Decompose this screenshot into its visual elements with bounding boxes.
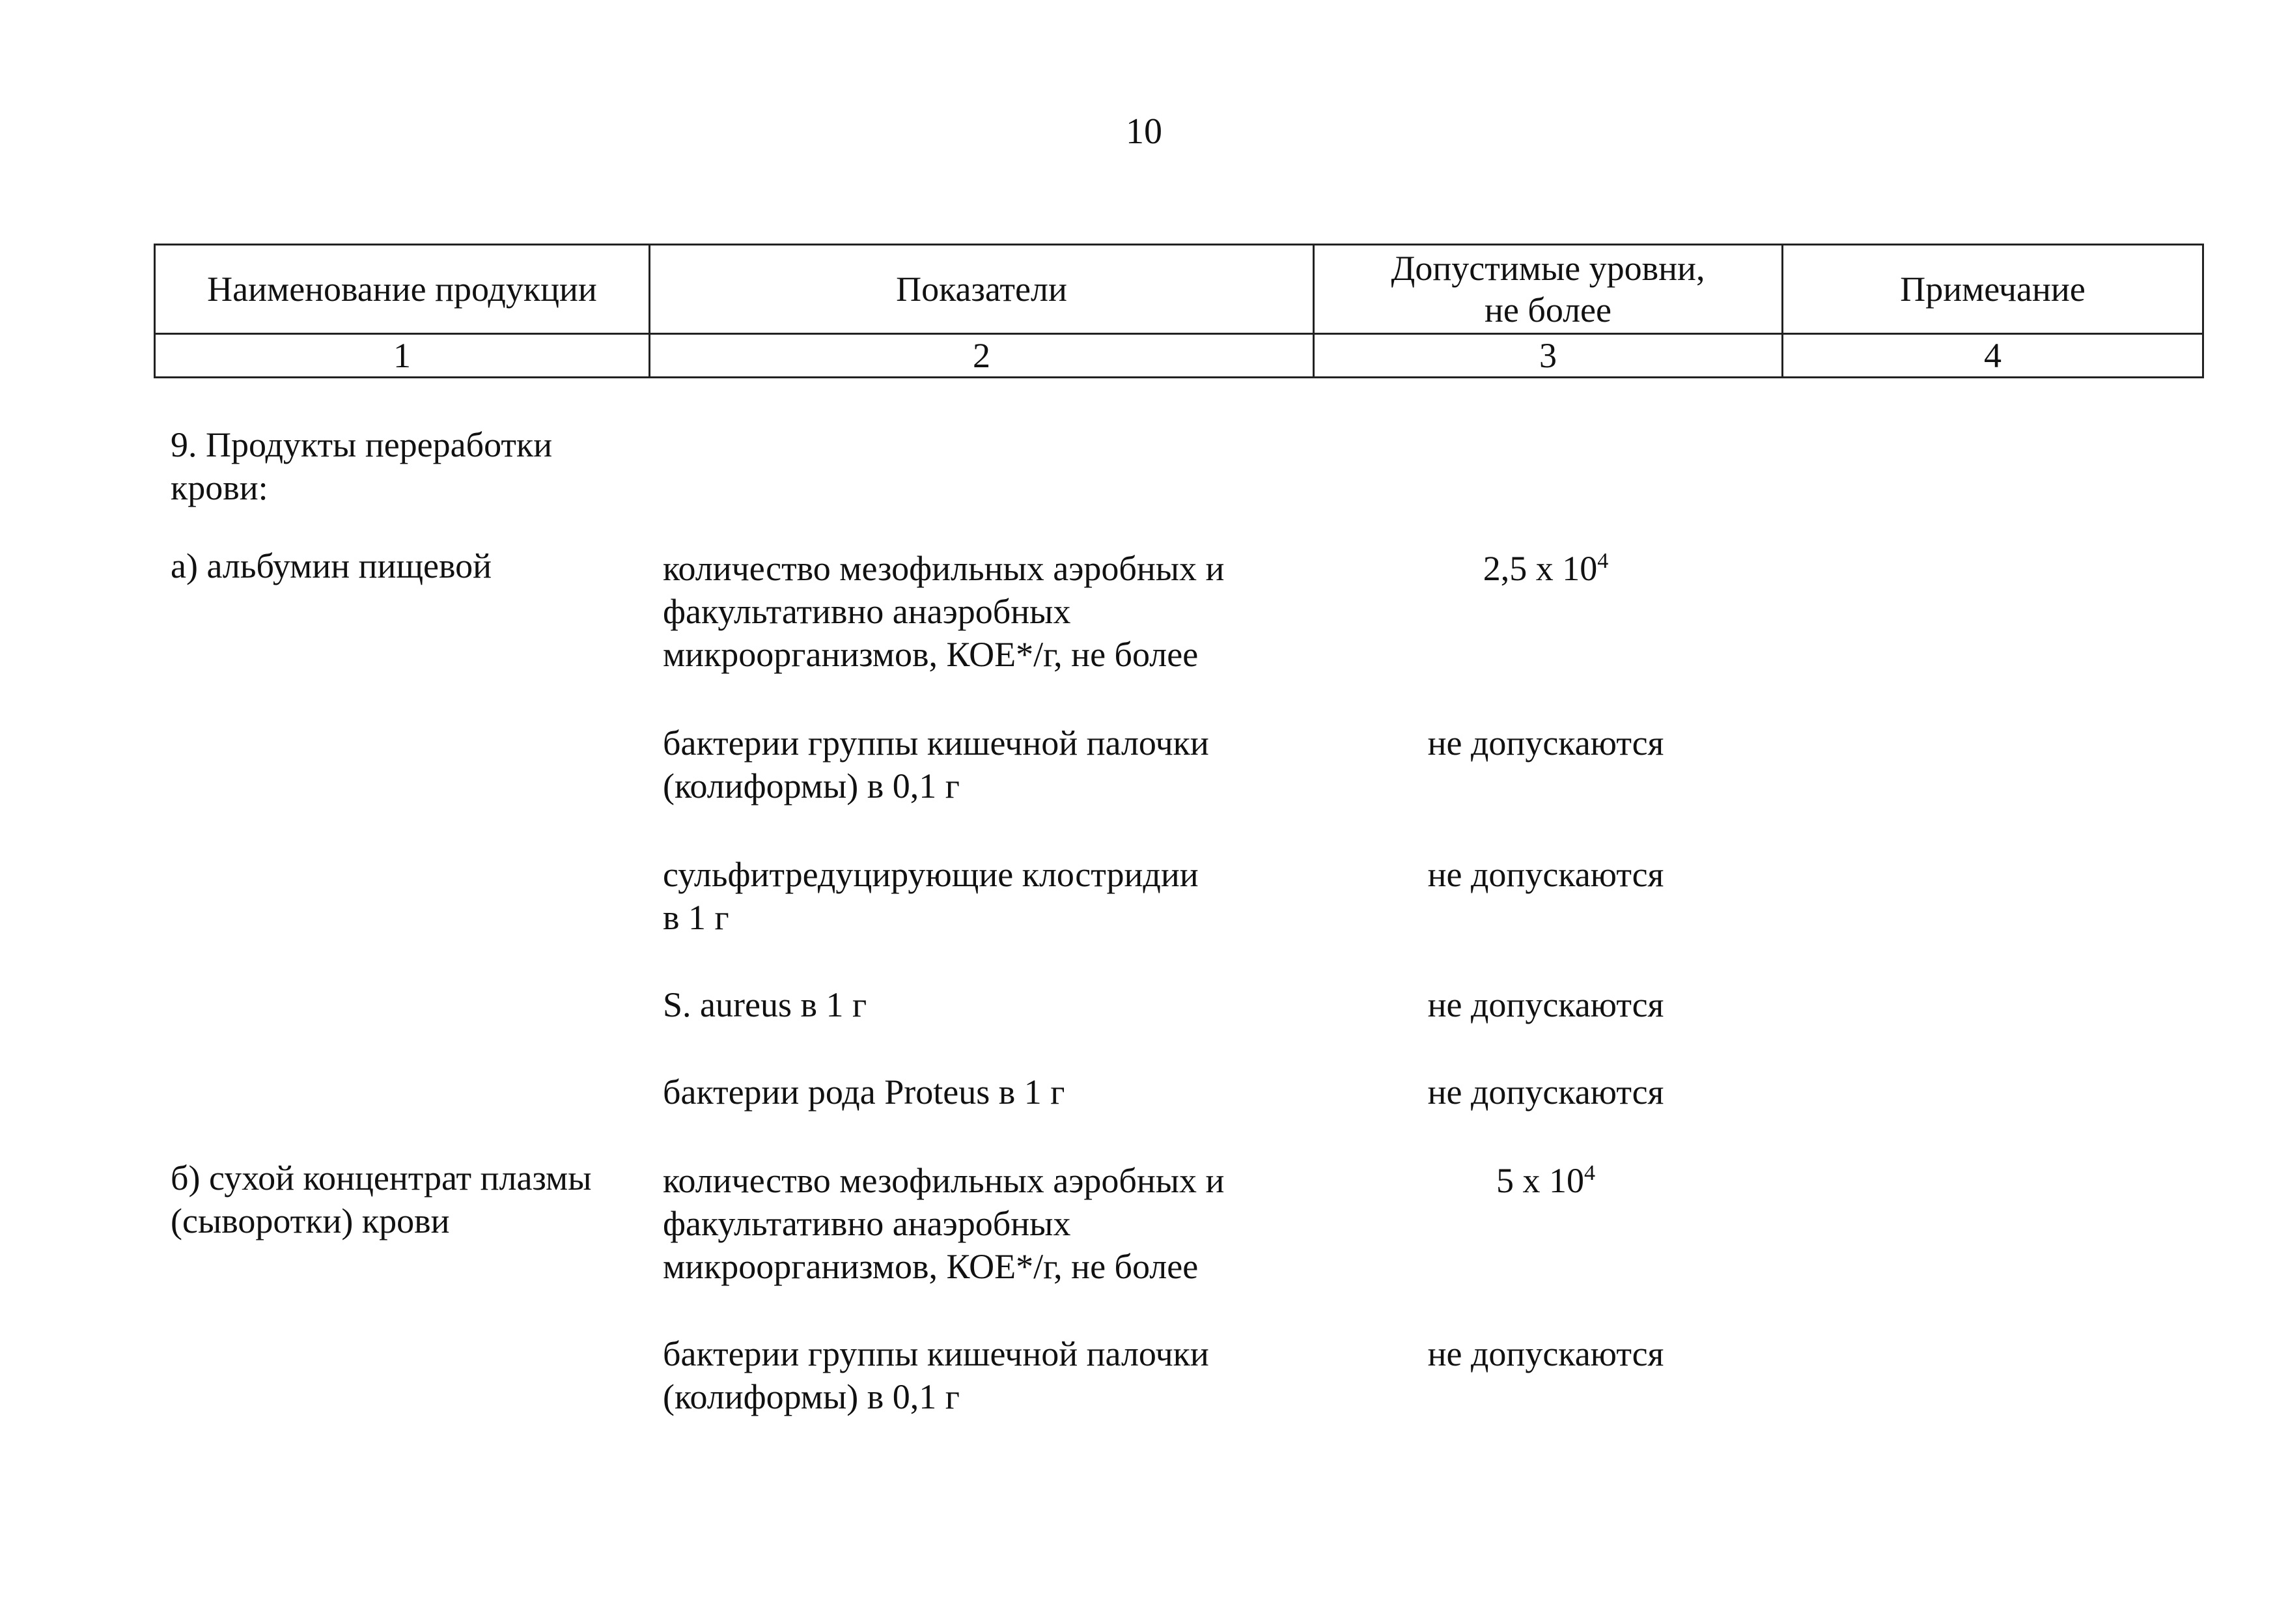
indicator-text: бактерии группы кишечной палочки (колиформы) в 0,1 г — [663, 1334, 1209, 1416]
level-value: не допускаются — [1427, 985, 1664, 1024]
column-header-note-label: Примечание — [1900, 270, 2086, 309]
indicator-text: количество мезофильных аэробных и факультативно анаэробных микроорганизмов, КОЕ*/г, не более — [663, 549, 1225, 674]
level-value: не допускаются — [1427, 1334, 1664, 1373]
column-number-4: 4 — [1783, 334, 2203, 378]
product-name-plasma-concentrate: б) сухой концентрат плазмы (сыворотки) крови — [171, 1158, 592, 1240]
table-header — [154, 244, 2204, 378]
level-value: не допускаются — [1427, 855, 1664, 894]
level-exponent: 4 — [1597, 549, 1609, 573]
level-base: 5 х 10 — [1496, 1161, 1584, 1200]
indicator-text: количество мезофильных аэробных и факультативно анаэробных микроорганизмов, КОЕ*/г, не более — [663, 1161, 1225, 1286]
level-base: 2,5 х 10 — [1483, 549, 1598, 588]
table-header-row — [155, 245, 2203, 334]
column-header-indicators-label: Показатели — [896, 270, 1067, 309]
column-number-1: 1 — [155, 334, 650, 378]
level-value — [1311, 547, 1780, 590]
indicator-text: бактерии рода Proteus в 1 г — [663, 1072, 1065, 1112]
indicator-text: S. aureus в 1 г — [663, 985, 867, 1024]
level-exponent: 4 — [1584, 1161, 1595, 1185]
column-number-3: 3 — [1314, 334, 1783, 378]
product-name-albumin: а) альбумин пищевой — [171, 546, 492, 585]
column-number-2: 2 — [650, 334, 1314, 378]
column-header-indicators — [650, 245, 1314, 334]
indicator-text: сульфитредуцирующие клостридии в 1 г — [663, 855, 1199, 937]
column-header-product-label: Наименование продукции — [207, 270, 597, 309]
table-number-row — [155, 334, 2203, 378]
column-header-levels-label: Допустимые уровни, не более — [1391, 249, 1705, 329]
column-header-note — [1783, 245, 2203, 334]
level-value: не допускаются — [1427, 723, 1664, 763]
level-value: не допускаются — [1427, 1072, 1664, 1112]
page-number: 10 — [1126, 111, 1162, 152]
column-header-product — [155, 245, 650, 334]
indicator-text: бактерии группы кишечной палочки (колиформы) в 0,1 г — [663, 723, 1209, 805]
section-title: 9. Продукты переработки крови: — [171, 425, 553, 507]
column-header-levels — [1314, 245, 1783, 334]
level-value — [1311, 1159, 1780, 1202]
